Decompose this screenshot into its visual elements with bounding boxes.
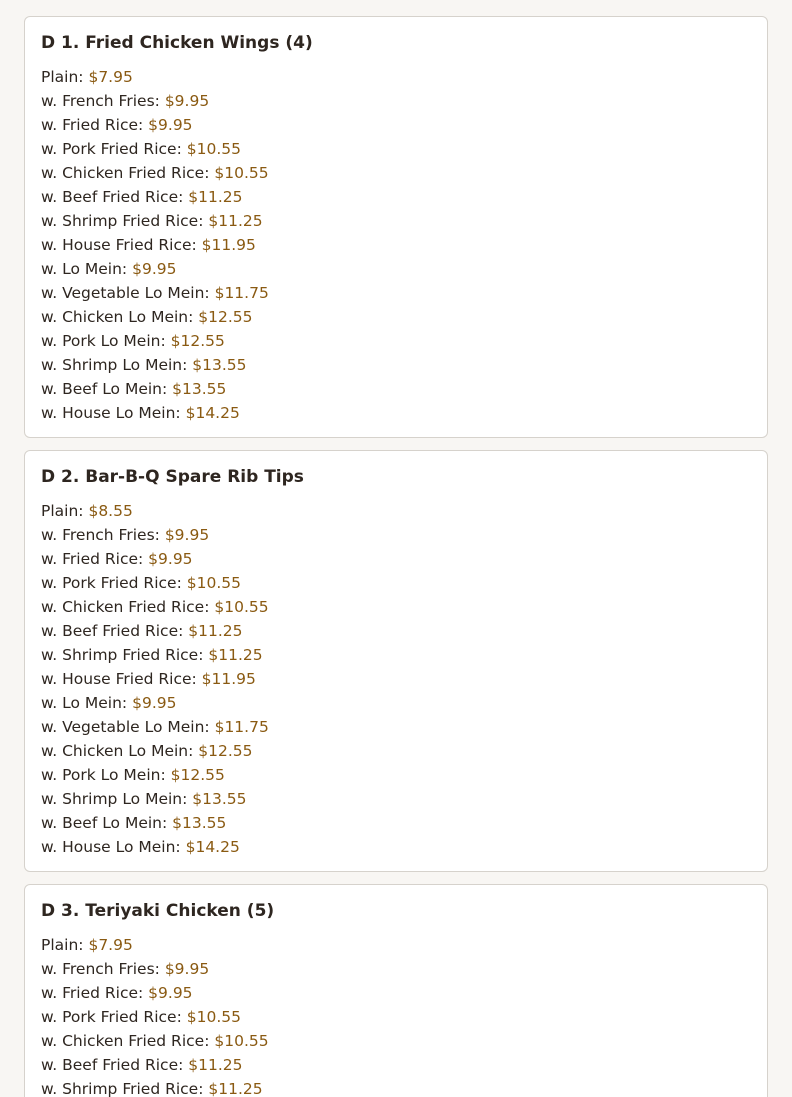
option-label: w. House Lo Mein: — [41, 838, 181, 856]
option-price: $14.25 — [185, 404, 240, 422]
option-label: w. French Fries: — [41, 526, 160, 544]
price-row — [41, 981, 751, 1005]
price-list — [41, 499, 751, 859]
price-row — [41, 89, 751, 113]
option-label: w. Beef Lo Mein: — [41, 814, 168, 832]
option-label: Plain: — [41, 502, 84, 520]
price-row — [41, 691, 751, 715]
option-price: $10.55 — [214, 164, 269, 182]
option-price: $9.95 — [132, 694, 177, 712]
option-label: w. Chicken Fried Rice: — [41, 164, 210, 182]
price-row — [41, 305, 751, 329]
option-price: $12.55 — [170, 332, 225, 350]
option-label: w. Vegetable Lo Mein: — [41, 284, 210, 302]
option-price: $11.75 — [214, 284, 269, 302]
option-label: w. Fried Rice: — [41, 116, 144, 134]
option-label: w. Pork Fried Rice: — [41, 1008, 182, 1026]
price-row — [41, 667, 751, 691]
price-row — [41, 161, 751, 185]
option-price: $10.55 — [186, 1008, 241, 1026]
price-row — [41, 643, 751, 667]
option-label: w. Pork Lo Mein: — [41, 766, 166, 784]
price-row — [41, 739, 751, 763]
price-row — [41, 1005, 751, 1029]
dish-card-d1 — [24, 16, 768, 438]
price-row — [41, 571, 751, 595]
option-price: $11.75 — [214, 718, 269, 736]
option-label: w. Shrimp Lo Mein: — [41, 356, 188, 374]
price-row — [41, 787, 751, 811]
option-price: $12.55 — [198, 742, 253, 760]
option-price: $13.55 — [172, 814, 227, 832]
option-price: $11.25 — [188, 1056, 243, 1074]
price-row — [41, 1053, 751, 1077]
price-row — [41, 523, 751, 547]
price-row — [41, 933, 751, 957]
option-label: w. Lo Mein: — [41, 260, 128, 278]
option-label: w. Shrimp Fried Rice: — [41, 646, 204, 664]
price-row — [41, 113, 751, 137]
option-label: w. House Fried Rice: — [41, 236, 197, 254]
option-price: $11.95 — [201, 670, 256, 688]
price-row — [41, 1077, 751, 1097]
option-price: $10.55 — [214, 1032, 269, 1050]
option-price: $7.95 — [88, 936, 133, 954]
option-label: Plain: — [41, 936, 84, 954]
price-row — [41, 257, 751, 281]
price-row — [41, 811, 751, 835]
option-price: $14.25 — [185, 838, 240, 856]
option-price: $13.55 — [192, 790, 247, 808]
dish-card-d2 — [24, 450, 768, 872]
option-label: w. Chicken Lo Mein: — [41, 742, 194, 760]
price-row — [41, 1029, 751, 1053]
price-row — [41, 619, 751, 643]
option-price: $11.25 — [208, 1080, 263, 1097]
option-price: $10.55 — [214, 598, 269, 616]
option-price: $9.95 — [148, 984, 193, 1002]
option-label: w. Beef Fried Rice: — [41, 622, 184, 640]
price-row — [41, 233, 751, 257]
option-label: w. French Fries: — [41, 960, 160, 978]
price-row — [41, 65, 751, 89]
option-label: w. Shrimp Lo Mein: — [41, 790, 188, 808]
price-row — [41, 377, 751, 401]
option-price: $10.55 — [186, 140, 241, 158]
option-price: $11.95 — [201, 236, 256, 254]
option-label: w. Beef Fried Rice: — [41, 1056, 184, 1074]
option-label: w. Fried Rice: — [41, 984, 144, 1002]
option-price: $13.55 — [172, 380, 227, 398]
option-price: $11.25 — [188, 188, 243, 206]
price-row — [41, 137, 751, 161]
price-row — [41, 595, 751, 619]
option-price: $9.95 — [148, 550, 193, 568]
option-price: $13.55 — [192, 356, 247, 374]
option-label: w. Pork Fried Rice: — [41, 574, 182, 592]
price-row — [41, 499, 751, 523]
price-list — [41, 933, 751, 1097]
option-price: $9.95 — [132, 260, 177, 278]
option-label: Plain: — [41, 68, 84, 86]
option-price: $11.25 — [208, 212, 263, 230]
option-price: $11.25 — [188, 622, 243, 640]
option-price: $9.95 — [164, 526, 210, 544]
option-label: w. Beef Lo Mein: — [41, 380, 168, 398]
option-label: w. House Fried Rice: — [41, 670, 197, 688]
option-price: $9.95 — [148, 116, 193, 134]
option-label: w. Lo Mein: — [41, 694, 128, 712]
price-row — [41, 835, 751, 859]
option-label: w. Shrimp Fried Rice: — [41, 212, 204, 230]
option-price: $12.55 — [198, 308, 253, 326]
option-label: w. Pork Fried Rice: — [41, 140, 182, 158]
option-label: w. Chicken Lo Mein: — [41, 308, 194, 326]
price-list — [41, 65, 751, 425]
option-label: w. Beef Fried Rice: — [41, 188, 184, 206]
option-label: w. Pork Lo Mein: — [41, 332, 166, 350]
option-price: $10.55 — [186, 574, 241, 592]
price-row — [41, 353, 751, 377]
price-row — [41, 209, 751, 233]
price-row — [41, 329, 751, 353]
option-label: w. Vegetable Lo Mein: — [41, 718, 210, 736]
option-price: $12.55 — [170, 766, 225, 784]
option-label: w. French Fries: — [41, 92, 160, 110]
option-price: $9.95 — [164, 960, 210, 978]
dish-title: D 3. Teriyaki Chicken (5) — [41, 901, 275, 921]
price-row — [41, 763, 751, 787]
dish-title: D 1. Fried Chicken Wings (4) — [41, 33, 313, 53]
price-row — [41, 281, 751, 305]
price-row — [41, 715, 751, 739]
option-label: w. Chicken Fried Rice: — [41, 598, 210, 616]
price-row — [41, 185, 751, 209]
option-price: $8.55 — [88, 502, 133, 520]
price-row — [41, 401, 751, 425]
option-label: w. House Lo Mein: — [41, 404, 181, 422]
dish-title: D 2. Bar-B-Q Spare Rib Tips — [41, 467, 304, 487]
option-price: $11.25 — [208, 646, 263, 664]
price-row — [41, 547, 751, 571]
option-price: $7.95 — [88, 68, 133, 86]
option-price: $9.95 — [164, 92, 210, 110]
option-label: w. Shrimp Fried Rice: — [41, 1080, 204, 1097]
option-label: w. Chicken Fried Rice: — [41, 1032, 210, 1050]
option-label: w. Fried Rice: — [41, 550, 144, 568]
dish-card-d3 — [24, 884, 768, 1097]
price-row — [41, 957, 751, 981]
